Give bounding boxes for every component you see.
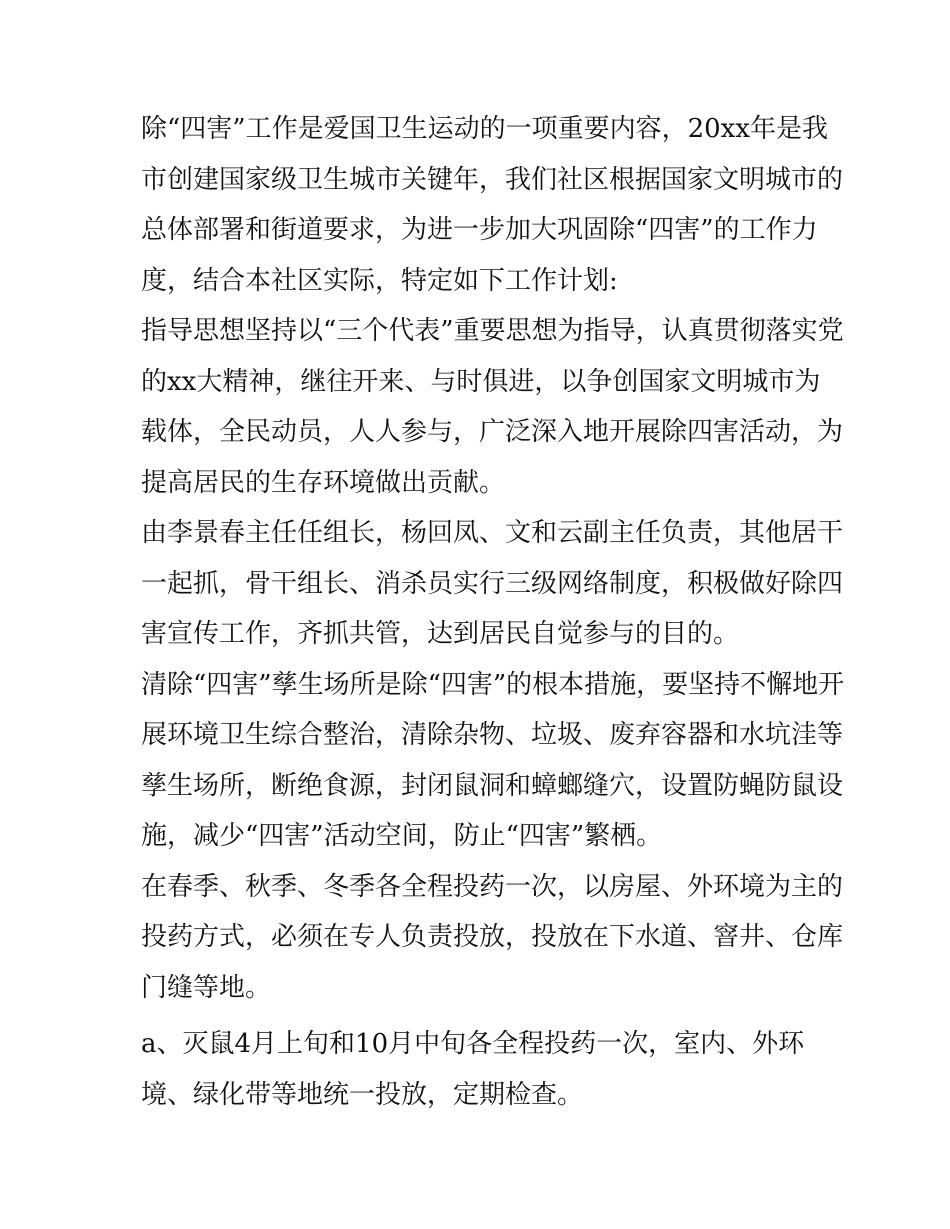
text-line: 载体，全民动员，人人参与，广泛深入地开展除四害活动，为 [141, 417, 844, 447]
paragraph-organization [141, 508, 844, 660]
text-line: 清除“四害”孳生场所是除“四害”的根本措施，要坚持不懈地开 [141, 669, 845, 700]
text-line: 害宣传工作，齐抓共管，达到居民自觉参与的目的。 [141, 619, 740, 649]
text-line: 的xx大精神，继往开来、与时俱进，以争创国家文明城市为 [141, 366, 821, 397]
paragraph-intro [141, 104, 844, 306]
text-line: 展环境卫生综合整治，清除杂物、垃圾、废弃容器和水坑洼等 [141, 720, 844, 750]
text-line: 孳生场所，断绝食源，封闭鼠洞和蟑螂缝穴，设置防蝇防鼠设 [141, 770, 844, 801]
text-line: 在春季、秋季、冬季各全程投药一次，以房屋、外环境为主的 [141, 871, 844, 902]
text-line: 一起抓，骨干组长、消杀员实行三级网络制度，积极做好除四 [141, 568, 844, 599]
text-line: 除“四害”工作是爱国卫生运动的一项重要内容，20xx年是我 [141, 114, 828, 144]
document-body [141, 104, 845, 1120]
text-line: a、灭鼠4月上旬和10月中旬各全程投药一次，室内、外环 [141, 1029, 805, 1059]
paragraph-rodent-control [141, 1019, 813, 1120]
text-line: 提高居民的生存环境做出贡献。 [141, 467, 506, 498]
text-line: 度，结合本社区实际，特定如下工作计划: [141, 265, 618, 296]
text-line: 施，减少“四害”活动空间，防止“四害”繁栖。 [141, 821, 663, 851]
text-line: 总体部署和街道要求，为进一步加大巩固除“四害”的工作力 [141, 215, 818, 245]
paragraph-breeding-sites [141, 660, 845, 862]
text-line: 境、绿化带等地统一投放，定期检查。 [141, 1079, 584, 1110]
text-line: 投药方式，必须在专人负责投放，投放在下水道、窨井、仓库 [141, 922, 844, 952]
text-line: 指导思想坚持以“三个代表”重要思想为指导，认真贯彻落实党 [141, 316, 844, 346]
paragraph-guiding-ideology [141, 306, 844, 508]
text-line: 门缝等地。 [141, 972, 272, 1003]
paragraph-baiting-schedule [141, 862, 844, 1014]
text-line: 市创建国家级卫生城市关键年，我们社区根据国家文明城市的 [141, 164, 844, 195]
text-line: 由李景春主任任组长，杨回凤、文和云副主任负责，其他居干 [141, 518, 844, 548]
